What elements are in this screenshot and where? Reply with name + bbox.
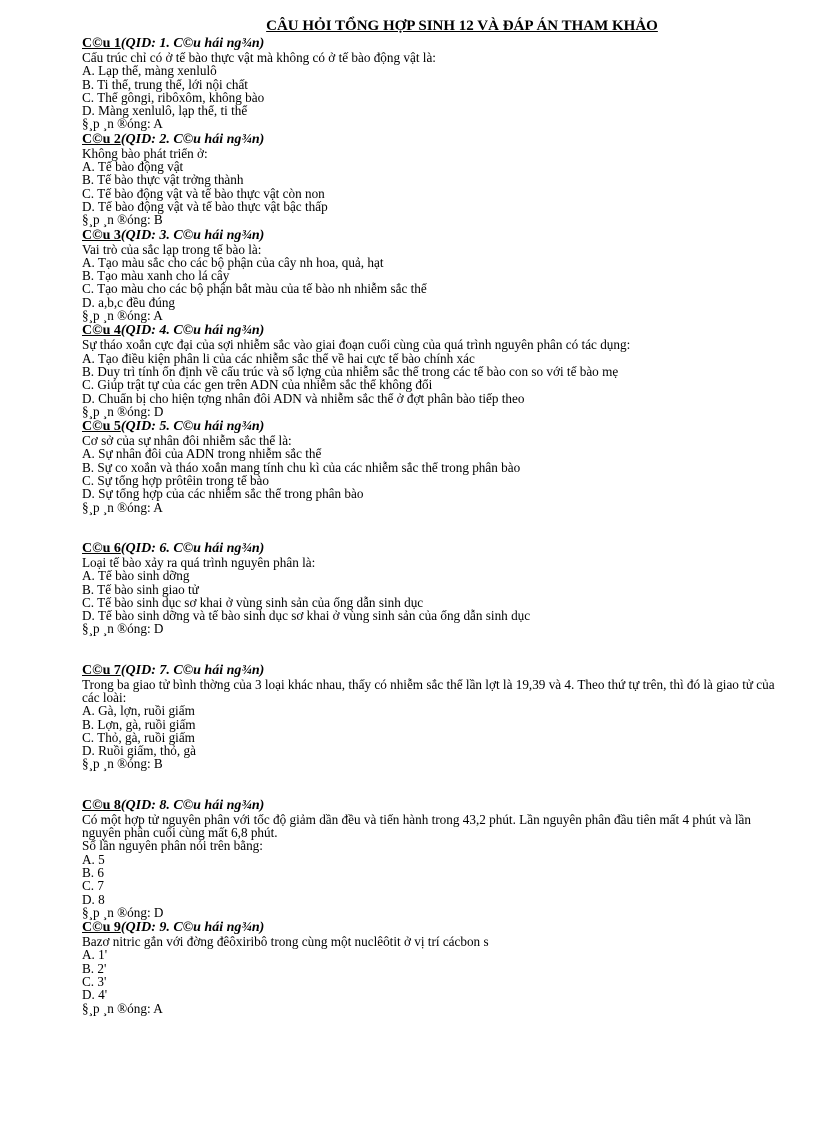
answer-option: D. 8 bbox=[82, 891, 105, 907]
answer-option: B. Sự co xoắn và tháo xoắn mang tính chu kì của các nhiễm sắc thể trong phân bào bbox=[82, 459, 521, 475]
answer-option: D. Tế bào sinh dỡng và tế bào sinh dục sơ khai ở vùng sinh sản của ống dẫn sinh dục bbox=[82, 608, 531, 624]
correct-answer: §¸p ¸n ®óng: A bbox=[82, 308, 163, 324]
question-block bbox=[82, 228, 782, 323]
question-number: C©u 5 bbox=[82, 419, 121, 435]
question-block bbox=[82, 663, 782, 771]
answer-option: C. Tế bào sinh dục sơ khai ở vùng sinh sản của ống dẫn sinh dục bbox=[82, 594, 424, 610]
answer-option: D. Chuẩn bị cho hiện tợng nhân đôi ADN và nhiễm sắc thể ở đợt phân bào tiếp theo bbox=[82, 390, 525, 406]
question-heading bbox=[82, 663, 782, 678]
question-meta: (QID: 4. C©u hái ng¾n) bbox=[120, 323, 265, 339]
answer-option: B. 6 bbox=[82, 864, 104, 880]
answer-option: A. 5 bbox=[82, 851, 105, 867]
question-meta: (QID: 7. C©u hái ng¾n) bbox=[120, 662, 265, 678]
answer-option: B. Tế bào sinh giao tử bbox=[82, 581, 199, 597]
answer-option: A. 1' bbox=[82, 947, 108, 963]
question-block bbox=[82, 541, 782, 636]
question-number: C©u 1 bbox=[82, 36, 121, 51]
correct-answer: §¸p ¸n ®óng: D bbox=[82, 621, 164, 637]
answer-option: B. Tế bào thực vật trởng thành bbox=[82, 172, 244, 188]
question-stem: Sự tháo xoắn cực đại của sợi nhiễm sắc vào giai đoạn cuối cùng của quá trình nguyên phân có tác dụng: bbox=[82, 337, 631, 353]
question-number: C©u 3 bbox=[82, 227, 121, 243]
correct-answer: §¸p ¸n ®óng: B bbox=[82, 756, 163, 772]
question-stem: Cơ sở của sự nhân đôi nhiễm sắc thể là: bbox=[82, 433, 292, 449]
correct-answer: §¸p ¸n ®óng: A bbox=[82, 116, 163, 132]
question-block bbox=[82, 419, 782, 514]
question-number: C©u 9 bbox=[82, 920, 121, 936]
question-heading bbox=[82, 798, 782, 813]
question-stem: Cấu trúc chỉ có ở tế bào thực vật mà không có ở tế bào động vật là: bbox=[82, 50, 436, 65]
question-heading bbox=[82, 228, 782, 243]
question-meta: (QID: 2. C©u hái ng¾n) bbox=[120, 131, 265, 147]
question-number: C©u 8 bbox=[82, 797, 121, 813]
answer-option: C. Tế bào động vật và tế bào thực vật còn non bbox=[82, 185, 325, 201]
spacer bbox=[82, 771, 782, 797]
correct-answer: §¸p ¸n ®óng: D bbox=[82, 403, 164, 419]
answer-option: A. Tạo màu sắc cho các bộ phận của cây nh hoa, quả, hạt bbox=[82, 254, 384, 270]
question-heading bbox=[82, 36, 782, 51]
answer-option: D. Sự tổng hợp của các nhiễm sắc thể trong phân bào bbox=[82, 486, 364, 502]
question-stem: Trong ba giao tử bình thờng của 3 loại khác nhau, thấy có nhiễm sắc thể lần lợt là 19,39 và 4. Theo thứ tự trên, thì đó là giao tử của các loài: bbox=[82, 676, 775, 705]
question-number: C©u 7 bbox=[82, 662, 121, 678]
answer-option: C. Tạo màu cho các bộ phận bắt màu của tế bào nh nhiễm sắc thể bbox=[82, 281, 427, 297]
answer-option: A. Tạo điều kiện phân li của các nhiễm sắc thể về hai cực tế bào chính xác bbox=[82, 350, 475, 366]
answer-option: C. 3' bbox=[82, 974, 107, 990]
question-heading bbox=[82, 132, 782, 147]
question-list bbox=[82, 36, 782, 1015]
answer-option: C. Thể gôngi, ribôxôm, không bào bbox=[82, 89, 265, 105]
answer-option: A. Lạp thể, màng xenlulô bbox=[82, 63, 217, 79]
question-block bbox=[82, 323, 782, 418]
question-stem: Có một hợp tử nguyên phân với tốc độ giảm dần đều và tiến hành trong 43,2 phút. Lần nguyên phân đầu tiên mất 4 phút và lần nguyên phân cuối cùng mất 6,8 phút. bbox=[82, 811, 751, 841]
answer-option: D. Tế bào động vật và tế bào thực vật bậc thấp bbox=[82, 198, 328, 214]
question-block bbox=[82, 920, 782, 1015]
answer-option: A. Sự nhân đôi của ADN trong nhiễm sắc thể bbox=[82, 446, 322, 462]
question-meta: (QID: 3. C©u hái ng¾n) bbox=[120, 227, 265, 243]
spacer bbox=[82, 636, 782, 662]
correct-answer: §¸p ¸n ®óng: A bbox=[82, 499, 163, 515]
answer-option: B. Lợn, gà, ruồi giấm bbox=[82, 716, 196, 732]
question-number: C©u 6 bbox=[82, 540, 121, 556]
question-stem: Không bào phát triển ở: bbox=[82, 145, 208, 161]
question-meta: (QID: 1. C©u hái ng¾n) bbox=[120, 36, 265, 51]
correct-answer: §¸p ¸n ®óng: A bbox=[82, 1000, 163, 1016]
question-stem: Số lần nguyên phân nói trên bằng: bbox=[82, 838, 263, 854]
answer-option: C. 7 bbox=[82, 878, 104, 894]
answer-option: B. 2' bbox=[82, 960, 107, 976]
question-heading bbox=[82, 541, 782, 556]
question-block bbox=[82, 36, 782, 131]
question-meta: (QID: 8. C©u hái ng¾n) bbox=[120, 797, 265, 813]
question-stem: Bazơ nitric gắn với đờng đêôxiribô trong cùng một nuclêôtit ở vị trí cácbon s bbox=[82, 934, 489, 950]
answer-option: A. Gà, lợn, ruồi giấm bbox=[82, 703, 195, 719]
answer-option: C. Giúp trật tự của các gen trên ADN của nhiễm sắc thể không đổi bbox=[82, 377, 433, 393]
answer-option: C. Sự tổng hợp prôtêin trong tế bào bbox=[82, 473, 270, 489]
question-stem: Vai trò của sắc lạp trong tế bào là: bbox=[82, 241, 262, 257]
question-block bbox=[82, 132, 782, 227]
answer-option: D. Màng xenlulô, lạp thể, ti thể bbox=[82, 103, 248, 119]
question-meta: (QID: 9. C©u hái ng¾n) bbox=[120, 920, 265, 936]
answer-option: D. a,b,c đều đúng bbox=[82, 294, 176, 310]
question-heading bbox=[82, 920, 782, 935]
answer-option: C. Thỏ, gà, ruồi giấm bbox=[82, 729, 195, 745]
question-heading bbox=[82, 419, 782, 434]
question-number: C©u 4 bbox=[82, 323, 121, 339]
answer-option: A. Tế bào sinh dỡng bbox=[82, 568, 190, 584]
correct-answer: §¸p ¸n ®óng: D bbox=[82, 904, 164, 920]
document-title: CÂU HỎI TỔNG HỢP SINH 12 VÀ ĐÁP ÁN THAM KHẢO bbox=[266, 18, 658, 34]
question-number: C©u 2 bbox=[82, 131, 121, 147]
answer-option: B. Tạo màu xanh cho lá cây bbox=[82, 268, 230, 284]
question-meta: (QID: 6. C©u hái ng¾n) bbox=[120, 540, 265, 556]
answer-option: B. Duy trì tính ổn định về cấu trúc và số lợng của nhiễm sắc thể trong các tế bào con so với tế bào mẹ bbox=[82, 363, 619, 379]
answer-option: A. Tế bào động vật bbox=[82, 159, 184, 175]
question-meta: (QID: 5. C©u hái ng¾n) bbox=[120, 419, 265, 435]
correct-answer: §¸p ¸n ®óng: B bbox=[82, 212, 163, 228]
answer-option: D. Ruồi giấm, thỏ, gà bbox=[82, 743, 196, 759]
answer-option: D. 4' bbox=[82, 987, 108, 1003]
question-heading bbox=[82, 323, 782, 338]
document-page bbox=[82, 18, 782, 1015]
question-stem: Loại tế bào xảy ra quá trình nguyên phân là: bbox=[82, 554, 316, 570]
question-block bbox=[82, 798, 782, 919]
answer-option: B. Ti thể, trung thể, lới nội chất bbox=[82, 76, 248, 92]
spacer bbox=[82, 514, 782, 540]
